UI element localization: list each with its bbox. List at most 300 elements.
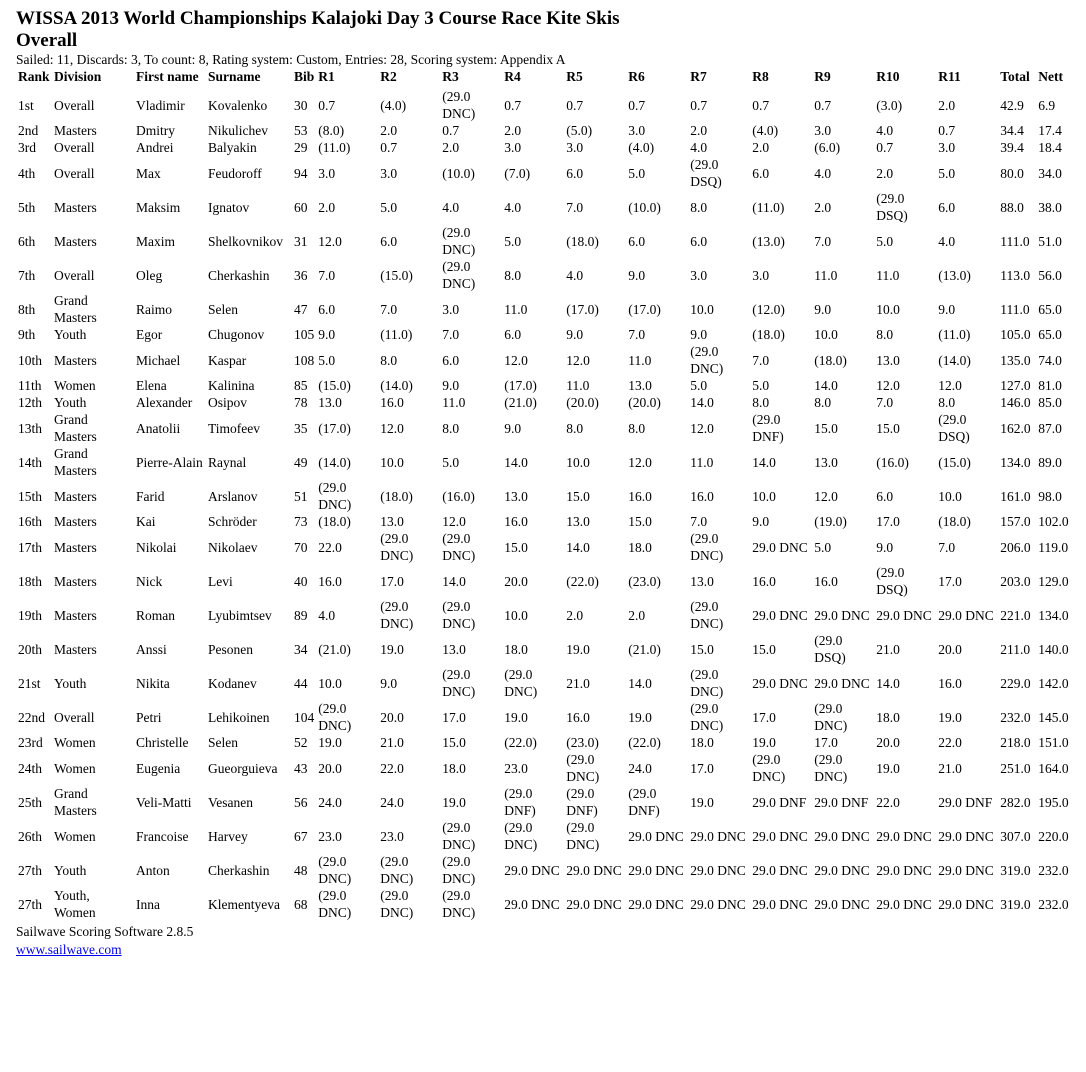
cell-bib: 40 (294, 573, 308, 589)
cell-r3: (16.0) (442, 488, 475, 504)
cell-bib: 51 (294, 488, 308, 504)
cell-surname: Kodanev (208, 675, 257, 691)
cell-r6: 15.0 (628, 514, 652, 529)
cell-r11: 16.0 (938, 675, 962, 691)
cell-total: 146.0 (1000, 395, 1031, 410)
cell-r2: (14.0) (380, 378, 413, 393)
cell-bib: 35 (294, 420, 308, 436)
header-r5: R5 (566, 69, 583, 84)
cell-r7: 29.0 DNC (690, 828, 746, 844)
cell-surname: Feudoroff (208, 165, 262, 181)
cell-r5: (29.0 DNC) (566, 752, 600, 784)
cell-bib: 48 (294, 862, 308, 878)
cell-r6: 12.0 (628, 454, 652, 470)
table-row (16, 88, 1074, 122)
cell-nett: 51.0 (1038, 233, 1062, 249)
cell-r2: (4.0) (380, 97, 407, 113)
cell-division: Masters (54, 199, 97, 215)
cell-r1: (29.0 DNC) (318, 701, 352, 733)
cell-r11: 29.0 DNC (938, 862, 994, 878)
cell-r7: 15.0 (690, 641, 714, 657)
table-row (16, 343, 1074, 377)
cell-r2: 6.0 (380, 233, 398, 249)
table-row (16, 445, 1074, 479)
cell-r3: 2.0 (442, 140, 460, 155)
cell-r2: 2.0 (380, 123, 398, 138)
cell-r1: 5.0 (318, 352, 336, 368)
cell-r1: 2.0 (318, 199, 336, 215)
cell-first-name: Egor (136, 327, 163, 342)
cell-surname: Pesonen (208, 641, 253, 657)
cell-rank: 18th (18, 573, 43, 589)
cell-r10: 9.0 (876, 539, 894, 555)
cell-r1: (8.0) (318, 123, 345, 138)
cell-nett: 85.0 (1038, 395, 1062, 410)
cell-r8: 3.0 (752, 267, 770, 283)
cell-total: 127.0 (1000, 378, 1031, 393)
cell-r6: (21.0) (628, 641, 661, 657)
cell-total: 282.0 (1000, 794, 1031, 810)
cell-nett: 129.0 (1038, 573, 1069, 589)
cell-nett: 74.0 (1038, 352, 1062, 368)
cell-r5: (5.0) (566, 123, 593, 138)
cell-r4: 12.0 (504, 352, 528, 368)
cell-r4: 15.0 (504, 539, 528, 555)
cell-r11: 2.0 (938, 97, 956, 113)
cell-r1: 19.0 (318, 735, 342, 750)
cell-bib: 67 (294, 828, 308, 844)
header-r9: R9 (814, 69, 831, 84)
cell-r2: (29.0 DNC) (380, 599, 414, 631)
cell-r10: 5.0 (876, 233, 894, 249)
cell-r11: 8.0 (938, 395, 956, 410)
cell-total: 39.4 (1000, 140, 1024, 155)
cell-r11: 0.7 (938, 123, 956, 138)
cell-bib: 36 (294, 267, 308, 283)
cell-r5: (29.0 DNC) (566, 820, 600, 852)
cell-bib: 30 (294, 97, 308, 113)
cell-r9: (18.0) (814, 352, 847, 368)
cell-surname: Schröder (208, 514, 257, 529)
cell-r3: 19.0 (442, 794, 466, 810)
cell-surname: Klementyeva (208, 896, 280, 912)
cell-r3: 7.0 (442, 327, 460, 342)
cell-r10: 8.0 (876, 327, 894, 342)
cell-first-name: Vladimir (136, 97, 185, 113)
cell-r10: 7.0 (876, 395, 894, 410)
cell-r11: (15.0) (938, 454, 971, 470)
cell-bib: 60 (294, 199, 308, 215)
cell-total: 229.0 (1000, 675, 1031, 691)
cell-r2: 9.0 (380, 675, 398, 691)
header-r10: R10 (876, 69, 900, 84)
cell-bib: 70 (294, 539, 308, 555)
cell-r7: (29.0 DNC) (690, 531, 724, 563)
cell-r7: 8.0 (690, 199, 708, 215)
cell-r10: 29.0 DNC (876, 896, 932, 912)
cell-total: 113.0 (1000, 267, 1031, 283)
cell-division: Masters (54, 514, 97, 529)
cell-r5: (29.0 DNF) (566, 786, 598, 818)
cell-division: Grand Masters (54, 293, 97, 325)
cell-r10: (16.0) (876, 454, 909, 470)
cell-r6: 2.0 (628, 607, 646, 623)
table-row (16, 700, 1074, 734)
cell-nett: 164.0 (1038, 760, 1069, 776)
cell-first-name: Oleg (136, 267, 163, 283)
cell-total: 135.0 (1000, 352, 1031, 368)
cell-r6: 18.0 (628, 539, 652, 555)
cell-bib: 53 (294, 123, 308, 138)
cell-nett: 220.0 (1038, 828, 1069, 844)
cell-r10: 10.0 (876, 301, 900, 317)
cell-r6: (4.0) (628, 140, 655, 155)
cell-total: 111.0 (1000, 301, 1030, 317)
cell-r3: (10.0) (442, 165, 475, 181)
cell-r3: (29.0 DNC) (442, 531, 476, 563)
cell-r2: 10.0 (380, 454, 404, 470)
cell-r10: 6.0 (876, 488, 894, 504)
cell-r1: 12.0 (318, 233, 342, 249)
cell-bib: 43 (294, 760, 308, 776)
cell-r4: 29.0 DNC (504, 896, 560, 912)
cell-division: Overall (54, 140, 95, 155)
cell-r8: (11.0) (752, 199, 785, 215)
sailwave-link[interactable]: www.sailwave.com (16, 942, 122, 957)
cell-surname: Levi (208, 573, 233, 589)
cell-rank: 11th (18, 378, 42, 393)
cell-nett: 65.0 (1038, 327, 1062, 342)
cell-r4: 23.0 (504, 760, 528, 776)
cell-first-name: Elena (136, 378, 167, 393)
cell-nett: 98.0 (1038, 488, 1062, 504)
cell-r6: (17.0) (628, 301, 661, 317)
results-table (16, 68, 1074, 921)
cell-r6: 0.7 (628, 97, 646, 113)
results-table-head (16, 68, 1074, 88)
cell-r10: 22.0 (876, 794, 900, 810)
cell-r8: 5.0 (752, 378, 770, 393)
cell-first-name: Nikolai (136, 539, 177, 555)
cell-nett: 65.0 (1038, 301, 1062, 317)
cell-rank: 1st (18, 97, 34, 113)
cell-first-name: Anatolii (136, 420, 181, 436)
cell-r4: (21.0) (504, 395, 537, 410)
cell-r5: 15.0 (566, 488, 590, 504)
table-row (16, 530, 1074, 564)
cell-r6: 29.0 DNC (628, 828, 684, 844)
cell-r5: 6.0 (566, 165, 584, 181)
cell-rank: 7th (18, 267, 36, 283)
cell-first-name: Michael (136, 352, 181, 368)
cell-r5: (23.0) (566, 735, 599, 750)
cell-first-name: Farid (136, 488, 165, 504)
cell-total: 232.0 (1000, 709, 1031, 725)
cell-r2: 7.0 (380, 301, 398, 317)
cell-r2: 13.0 (380, 514, 404, 529)
cell-division: Overall (54, 267, 95, 283)
cell-surname: Cherkashin (208, 267, 270, 283)
cell-r10: (3.0) (876, 97, 903, 113)
cell-r9: (29.0 DSQ) (814, 633, 846, 665)
cell-r9: 17.0 (814, 735, 838, 750)
cell-r9: 11.0 (814, 267, 838, 283)
cell-surname: Cherkashin (208, 862, 270, 878)
cell-r4: (29.0 DNF) (504, 786, 536, 818)
cell-r8: 29.0 DNC (752, 539, 808, 555)
cell-rank: 20th (18, 641, 43, 657)
cell-r1: (29.0 DNC) (318, 854, 352, 886)
cell-first-name: Christelle (136, 735, 189, 750)
table-row (16, 887, 1074, 921)
cell-r8: 10.0 (752, 488, 776, 504)
cell-r1: (15.0) (318, 378, 351, 393)
cell-r8: (29.0 DNF) (752, 412, 784, 444)
cell-r7: 13.0 (690, 573, 714, 589)
cell-nett: 18.4 (1038, 140, 1062, 155)
cell-r11: 6.0 (938, 199, 956, 215)
cell-r3: 6.0 (442, 352, 460, 368)
software-credit: Sailwave Scoring Software 2.8.5 (16, 924, 194, 939)
page-title: WISSA 2013 World Championships Kalajoki Day 3 Course Race Kite Skis (16, 8, 620, 29)
cell-first-name: Petri (136, 709, 162, 725)
cell-first-name: Nikita (136, 675, 170, 691)
cell-r9: (29.0 DNC) (814, 701, 848, 733)
cell-r7: 16.0 (690, 488, 714, 504)
cell-r1: 7.0 (318, 267, 336, 283)
table-row (16, 598, 1074, 632)
cell-r9: 2.0 (814, 199, 832, 215)
cell-surname: Kaspar (208, 352, 247, 368)
cell-r1: 10.0 (318, 675, 342, 691)
cell-r5: 14.0 (566, 539, 590, 555)
cell-surname: Gueorguieva (208, 760, 278, 776)
cell-r2: (11.0) (380, 327, 413, 342)
cell-nett: 6.9 (1038, 97, 1056, 113)
cell-bib: 52 (294, 735, 308, 750)
cell-r6: 14.0 (628, 675, 652, 691)
cell-bib: 56 (294, 794, 308, 810)
cell-rank: 23rd (18, 735, 43, 750)
cell-first-name: Veli-Matti (136, 794, 192, 810)
cell-surname: Lehikoinen (208, 709, 270, 725)
cell-r9: 9.0 (814, 301, 832, 317)
header-r4: R4 (504, 69, 521, 84)
cell-division: Grand Masters (54, 412, 97, 444)
cell-rank: 13th (18, 420, 43, 436)
cell-r7: 5.0 (690, 378, 708, 393)
cell-r5: 21.0 (566, 675, 590, 691)
table-row (16, 564, 1074, 598)
cell-r2: (15.0) (380, 267, 413, 283)
cell-r10: 4.0 (876, 123, 894, 138)
table-row (16, 394, 1074, 411)
cell-r7: 17.0 (690, 760, 714, 776)
cell-division: Youth (54, 675, 87, 691)
cell-rank: 9th (18, 327, 36, 342)
cell-r9: 5.0 (814, 539, 832, 555)
cell-r6: 7.0 (628, 327, 646, 342)
cell-r5: (20.0) (566, 395, 599, 410)
cell-r8: 0.7 (752, 97, 770, 113)
cell-r3: 8.0 (442, 420, 460, 436)
cell-r7: 2.0 (690, 123, 708, 138)
cell-bib: 78 (294, 395, 308, 410)
cell-division: Women (54, 735, 96, 750)
cell-r8: 7.0 (752, 352, 770, 368)
cell-r5: (22.0) (566, 573, 599, 589)
cell-r5: 13.0 (566, 514, 590, 529)
cell-r8: (13.0) (752, 233, 785, 249)
cell-r9: 13.0 (814, 454, 838, 470)
cell-r7: 9.0 (690, 327, 708, 342)
cell-r4: (17.0) (504, 378, 537, 393)
cell-total: 42.9 (1000, 97, 1024, 113)
cell-r6: 3.0 (628, 123, 646, 138)
cell-total: 211.0 (1000, 641, 1031, 657)
cell-first-name: Alexander (136, 395, 193, 410)
cell-r9: 14.0 (814, 378, 838, 393)
cell-surname: Kalinina (208, 378, 255, 393)
cell-r5: 29.0 DNC (566, 896, 622, 912)
cell-r9: 7.0 (814, 233, 832, 249)
cell-r4: (29.0 DNC) (504, 667, 538, 699)
header-r11: R11 (938, 69, 961, 84)
cell-r1: (21.0) (318, 641, 351, 657)
cell-total: 161.0 (1000, 488, 1031, 504)
cell-r11: 29.0 DNC (938, 828, 994, 844)
cell-r5: 7.0 (566, 199, 584, 215)
cell-first-name: Andrei (136, 140, 174, 155)
cell-r9: 29.0 DNC (814, 675, 870, 691)
cell-r11: 29.0 DNC (938, 607, 994, 623)
cell-r3: (29.0 DNC) (442, 667, 476, 699)
cell-r9: (29.0 DNC) (814, 752, 848, 784)
cell-r8: 29.0 DNC (752, 896, 808, 912)
cell-division: Masters (54, 488, 97, 504)
header-r2: R2 (380, 69, 397, 84)
cell-r9: 29.0 DNC (814, 828, 870, 844)
cell-bib: 73 (294, 514, 308, 529)
cell-r6: 9.0 (628, 267, 646, 283)
cell-total: 105.0 (1000, 327, 1031, 342)
cell-nett: 140.0 (1038, 641, 1069, 657)
cell-rank: 27th (18, 862, 43, 878)
cell-total: 319.0 (1000, 862, 1031, 878)
cell-r4: (7.0) (504, 165, 531, 181)
cell-division: Masters (54, 539, 97, 555)
cell-first-name: Maxim (136, 233, 175, 249)
cell-r9: 3.0 (814, 123, 832, 138)
cell-r7: (29.0 DNC) (690, 599, 724, 631)
cell-r6: (29.0 DNF) (628, 786, 660, 818)
cell-nett: 81.0 (1038, 378, 1062, 393)
cell-division: Youth (54, 862, 87, 878)
cell-r3: 17.0 (442, 709, 466, 725)
cell-r9: (19.0) (814, 514, 847, 529)
cell-bib: 105 (294, 327, 315, 342)
cell-r7: 12.0 (690, 420, 714, 436)
cell-rank: 16th (18, 514, 43, 529)
cell-r8: 19.0 (752, 735, 776, 750)
cell-division: Women (54, 378, 96, 393)
cell-r11: 22.0 (938, 735, 962, 750)
cell-r7: 29.0 DNC (690, 862, 746, 878)
cell-r3: 5.0 (442, 454, 460, 470)
cell-r10: 15.0 (876, 420, 900, 436)
cell-r3: (29.0 DNC) (442, 259, 476, 291)
cell-r10: 11.0 (876, 267, 900, 283)
cell-r4: 0.7 (504, 97, 522, 113)
cell-rank: 14th (18, 454, 43, 470)
cell-r8: (4.0) (752, 123, 779, 138)
cell-r10: (29.0 DSQ) (876, 565, 908, 597)
cell-r5: 11.0 (566, 378, 590, 393)
cell-division: Women (54, 828, 96, 844)
cell-r4: 20.0 (504, 573, 528, 589)
cell-total: 221.0 (1000, 607, 1031, 623)
cell-division: Overall (54, 97, 95, 113)
cell-bib: 108 (294, 352, 315, 368)
table-row (16, 819, 1074, 853)
cell-rank: 5th (18, 199, 36, 215)
cell-r2: 0.7 (380, 140, 398, 155)
cell-r8: 6.0 (752, 165, 770, 181)
cell-r1: 24.0 (318, 794, 342, 810)
cell-division: Youth (54, 395, 87, 410)
cell-first-name: Maksim (136, 199, 181, 215)
cell-r5: 2.0 (566, 607, 584, 623)
cell-total: 218.0 (1000, 735, 1031, 750)
cell-first-name: Francoise (136, 828, 189, 844)
cell-r1: 13.0 (318, 395, 342, 410)
cell-r7: 19.0 (690, 794, 714, 810)
cell-r11: (11.0) (938, 327, 971, 342)
cell-total: 111.0 (1000, 233, 1030, 249)
cell-r8: 29.0 DNC (752, 607, 808, 623)
cell-r4: 4.0 (504, 199, 522, 215)
cell-r6: 29.0 DNC (628, 896, 684, 912)
cell-r7: 6.0 (690, 233, 708, 249)
cell-r11: 21.0 (938, 760, 962, 776)
cell-r5: 8.0 (566, 420, 584, 436)
cell-total: 203.0 (1000, 573, 1031, 589)
table-row (16, 411, 1074, 445)
cell-r2: 3.0 (380, 165, 398, 181)
cell-r6: 5.0 (628, 165, 646, 181)
cell-bib: 47 (294, 301, 308, 317)
results-table-body (16, 88, 1074, 921)
cell-r2: 23.0 (380, 828, 404, 844)
cell-r8: 16.0 (752, 573, 776, 589)
cell-r9: 8.0 (814, 395, 832, 410)
cell-r8: 29.0 DNF (752, 794, 807, 810)
cell-r9: 10.0 (814, 327, 838, 342)
cell-r6: 24.0 (628, 760, 652, 776)
cell-division: Masters (54, 573, 97, 589)
cell-total: 134.0 (1000, 454, 1031, 470)
cell-r7: (29.0 DNC) (690, 344, 724, 376)
cell-r8: 29.0 DNC (752, 828, 808, 844)
cell-r6: 6.0 (628, 233, 646, 249)
cell-r7: 4.0 (690, 140, 708, 155)
cell-r8: 14.0 (752, 454, 776, 470)
cell-division: Overall (54, 709, 95, 725)
cell-r9: 29.0 DNC (814, 862, 870, 878)
cell-r11: 29.0 DNF (938, 794, 993, 810)
cell-r6: 19.0 (628, 709, 652, 725)
cell-r11: 9.0 (938, 301, 956, 317)
